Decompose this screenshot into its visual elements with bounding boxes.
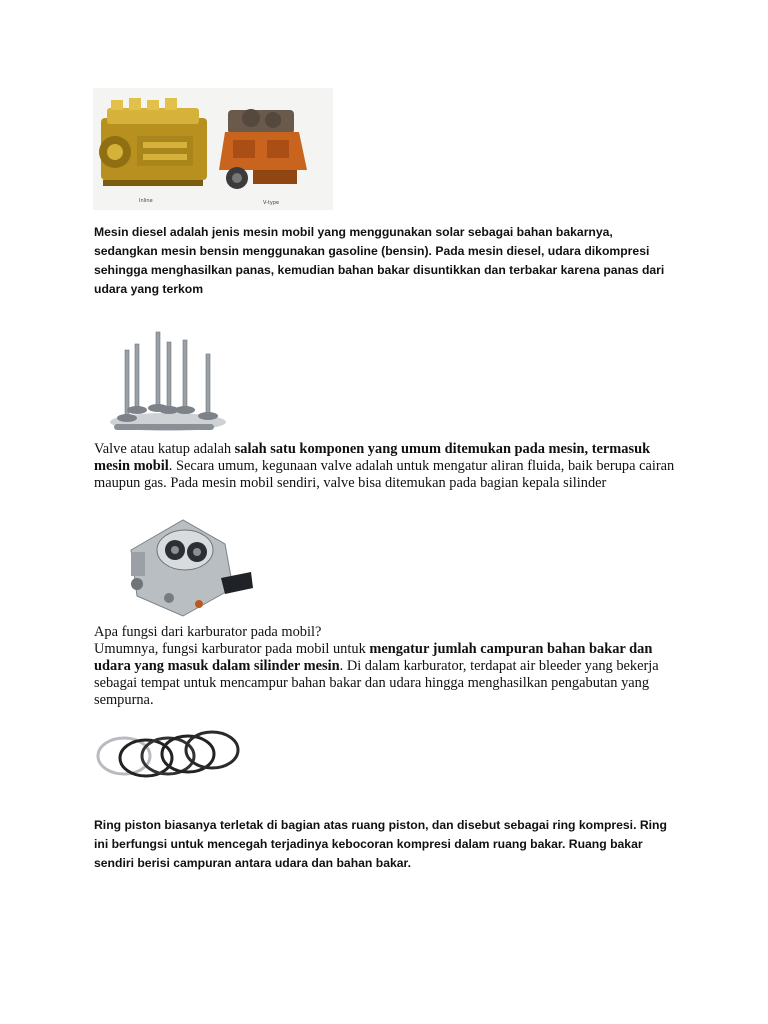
inline-engine-icon [99, 98, 207, 186]
engine-label-right: V-type [263, 200, 280, 206]
paragraph-valve-bold: salah satu komponen yang umum ditemukan pada mesin, termasuk mesin mobil [94, 441, 651, 474]
paragraph-valve-text-2: . Secara umum, kegunaan valve adalah untuk mengatur aliran fluida, baik berupa cairan maupun gas. Pada mesin mobil sendiri, valve bisa ditemukan pada bagian kepala silinder [94, 458, 675, 491]
engines-image [93, 88, 333, 210]
engines-illustration [93, 88, 333, 210]
carburetor-image [113, 512, 259, 624]
paragraph-valve [94, 441, 684, 492]
paragraph-ring-piston [94, 816, 674, 873]
paragraph-ring-piston-text: Ring piston biasanya terletak di bagian atas ruang piston, dan disebut sebagai ring kompresi. Ring ini berfungsi untuk mencegah terjadinya kebocoran kompresi dalam ruang bakar. Ruang bakar sendiri berisi campuran antara udara dan bahan bakar. [94, 818, 667, 870]
carburetor-text-2: . Di dalam karburator, terdapat air bleeder yang bekerja sebagai tempat untuk mencampur bahan bakar dan udara hingga menghasilkan pengabutan yang sempurna. [94, 658, 659, 708]
carburetor-bold: mengatur jumlah campuran bahan bakar dan udara yang masuk dalam silinder mesin [94, 641, 653, 674]
carburetor-question: Apa fungsi dari karburator pada mobil? [94, 624, 322, 640]
v-engine-icon [219, 109, 307, 189]
carburetor-answer [94, 641, 684, 709]
paragraph-diesel-text: Mesin diesel adalah jenis mesin mobil yang menggunakan solar sebagai bahan bakarnya, sedangkan mesin bensin menggunakan gasoline (bensin). Pada mesin diesel, udara dikompresi sehingga menghasilkan panas, kemudian bahan bakar disuntikkan dan terbakar karena panas dari udara yang terkom [94, 225, 665, 296]
carburetor-text-1: Umumnya, fungsi karburator pada mobil untuk [94, 641, 370, 657]
valves-image [106, 326, 228, 438]
piston-rings-image [94, 724, 244, 782]
carburetor-illustration [113, 512, 259, 624]
paragraph-carburetor [94, 624, 684, 709]
paragraph-diesel [94, 223, 674, 299]
paragraph-valve-text-1: Valve atau katup adalah [94, 441, 235, 457]
valves-illustration [106, 326, 228, 438]
engine-label-left: Inline [139, 198, 153, 204]
piston-rings-illustration [94, 724, 244, 782]
